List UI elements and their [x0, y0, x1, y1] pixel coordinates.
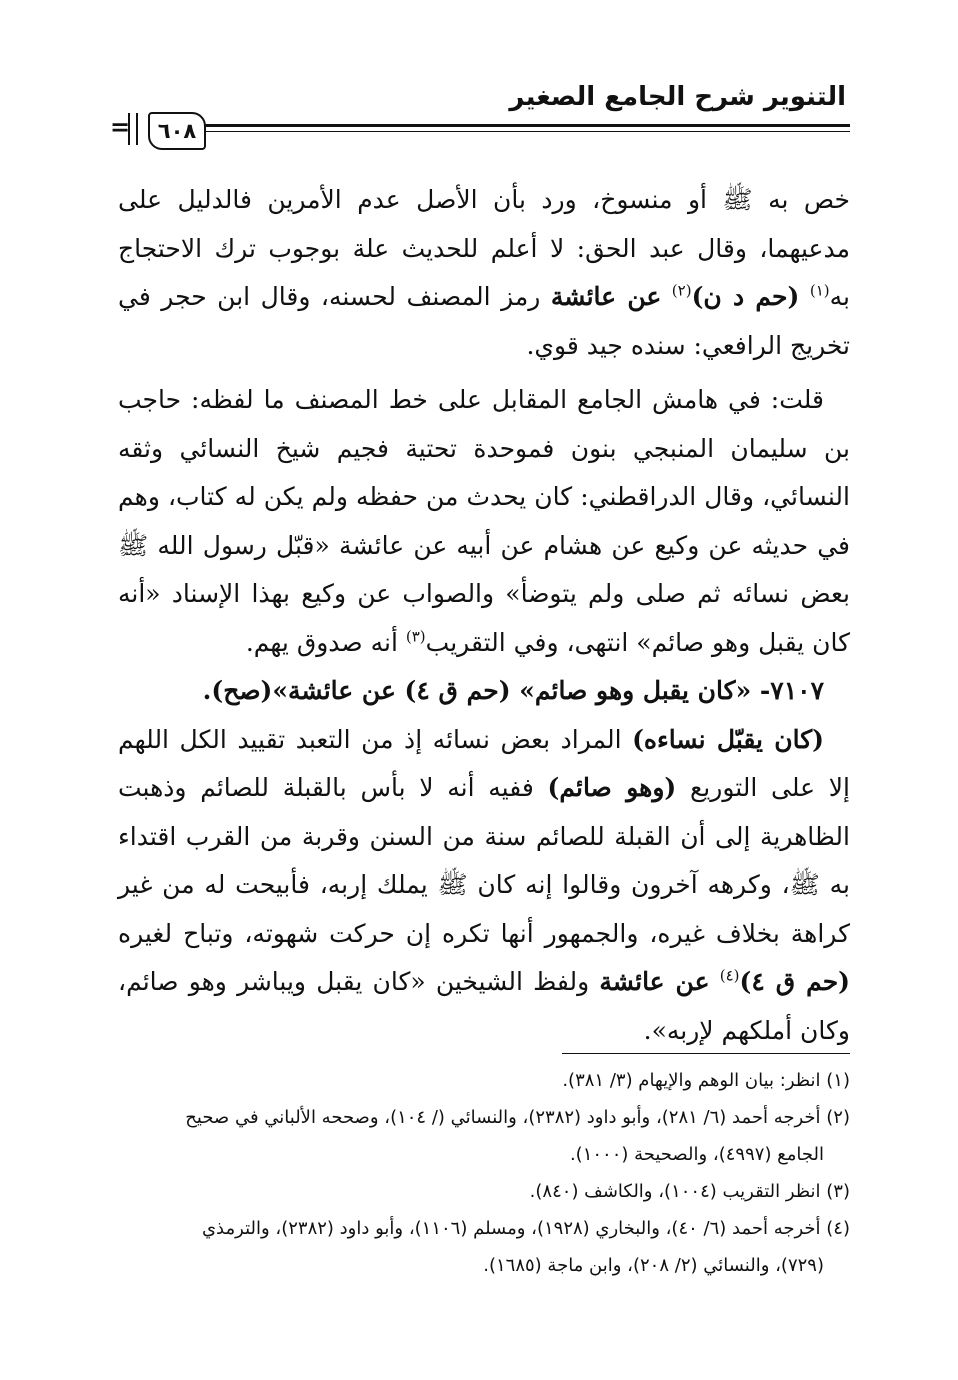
text-run — [710, 967, 720, 996]
footnote-4: (٤) أخرجه أحمد (٦/ ٤٠)، والبخاري (١٩٢٨)، ومسلم (١١٠٦)، وأبو داود (٢٣٨٢)، والترمذي — [201, 1218, 850, 1239]
source-symbol: (حم ق ٤) — [739, 967, 850, 996]
header-rule — [205, 124, 850, 127]
header-marker: = — [110, 113, 131, 141]
text-run: ولفظ الشيخين «كان يقبل ويباشر وهو صائم، وكان أملكهم لإربه». — [118, 967, 850, 1045]
narrator: عن عائشة — [550, 282, 662, 311]
main-text — [118, 176, 850, 1055]
quoted-phrase: (كان يقبّل نساءه) — [632, 724, 824, 754]
text-run: أنه صدوق يهم. — [245, 627, 406, 657]
text-run: قلت: في هامش الجامع المقابل على خط المصنف ما لفظه: حاجب بن سليمان المنبجي بنون فموحدة تحتية فجيم شيخ النسائي وثقه النسائي، وقال الدراقطني: كان يحدث من حفظه ولم يكن له كتاب، وهم في حديثه عن وكيع عن هشام عن أبيه عن عائشة «قبّل رسول الله ﷺ بعض نسائه ثم صلى ولم يتوضأ» والصواب عن وكيع بهذا الإسناد «أنه كان يقبل وهو صائم» انتهى، وفي التقريب — [118, 385, 850, 657]
footnote-2: (٢) أخرجه أحمد (٦/ ٢٨١)، وأبو داود (٢٣٨٢)، والنسائي (/ ١٠٤)، وصححه الألباني في صحيح — [185, 1107, 850, 1128]
hadith-heading — [118, 667, 850, 716]
page-number: ٦٠٨ — [148, 112, 206, 150]
footnote-1: (١) انظر: بيان الوهم والإيهام (٣/ ٣٨١). — [562, 1070, 850, 1091]
text-run — [799, 282, 810, 311]
footnote-3: (٣) انظر التقريب (١٠٠٤)، والكاشف (٨٤٠). — [529, 1181, 850, 1202]
footnote-ref: (٣) — [405, 627, 426, 646]
text-run: خص به ﷺ أو منسوخ، ورد بأن الأصل عدم الأمرين فالدليل على مدعيهما، وقال عبد الحق: لا أعلم للحديث علة بوجوب ترك الاحتجاج به — [118, 185, 851, 311]
footnote-ref: (٢) — [671, 281, 692, 300]
hadith-text: ٧١٠٧- «كان يقبل وهو صائم» (حم ق ٤) عن عائشة»(صح). — [202, 676, 824, 705]
running-header-title: التنوير شرح الجامع الصغير — [509, 82, 846, 112]
quoted-phrase: (وهو صائم) — [547, 773, 677, 802]
footnote-2-continued: الجامع (٤٩٩٧)، والصحيحة (١٠٠٠). — [569, 1144, 824, 1165]
footnotes — [118, 1062, 850, 1284]
text-run: المراد بعض نسائه إذ من التعبد تقييد الكل اللهم إلا على التوريع — [118, 724, 850, 802]
header-rule-thin — [205, 131, 850, 132]
footnote-ref: (٤) — [719, 966, 740, 985]
footnote-ref: (١) — [809, 281, 830, 300]
source-symbol: (حم د ن) — [691, 282, 800, 311]
footnote-4-continued: (٧٢٩)، والنسائي (٢/ ٢٠٨)، وابن ماجة (١٦٨٥). — [483, 1255, 824, 1276]
text-run: ففيه أنه لا بأس بالقبلة للصائم وذهبت الظاهرية إلى أن القبلة للصائم سنة من السنن وقربة من القرب اقتداء به ﷺ، وكرهه آخرون وقالوا إنه كان ﷺ يملك إربه، فأبيحت له من غير كراهة بخلاف غيره، والجمهور أنها تكره إن حركت شهوته، وتباح لغيره — [118, 773, 850, 948]
paragraph-2 — [118, 376, 850, 667]
narrator: عن عائشة — [599, 967, 710, 996]
paragraph-1 — [118, 176, 850, 370]
paragraph-4 — [118, 716, 850, 1056]
text-run — [661, 282, 672, 311]
text-run: رمز المصنف لحسنه، وقال ابن حجر في تخريج الرافعي: سنده جيد قوي. — [118, 282, 850, 360]
footnote-separator — [562, 1053, 850, 1054]
